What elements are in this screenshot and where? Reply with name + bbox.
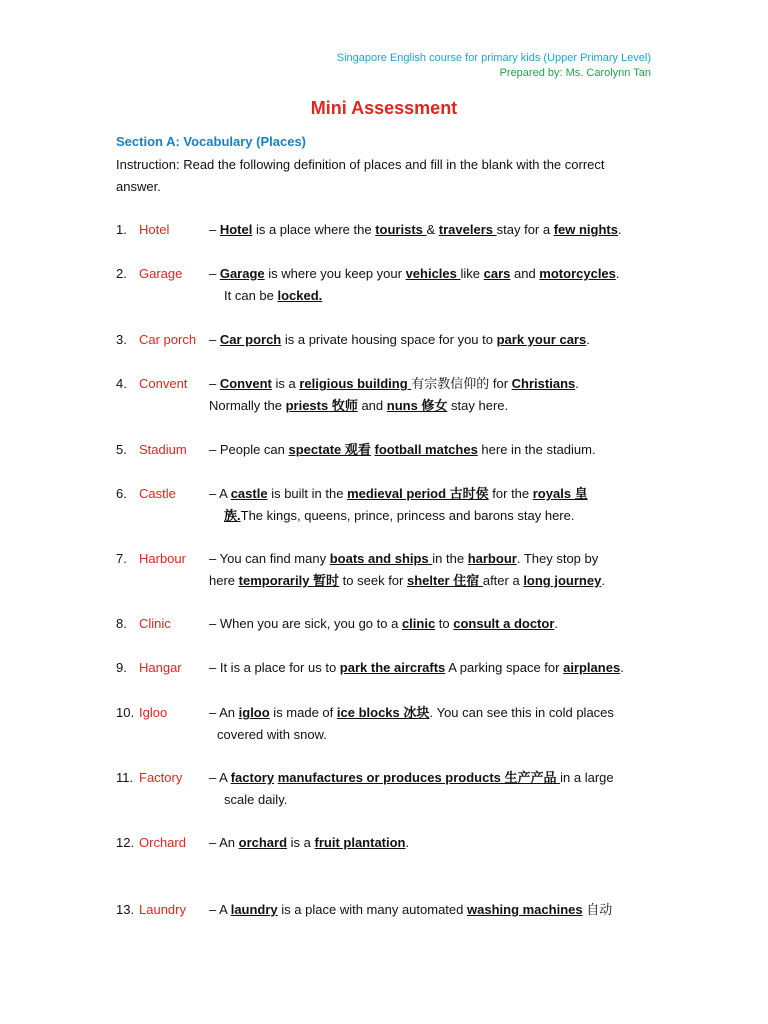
item-number: 5. (116, 442, 127, 457)
item-number: 6. (116, 486, 127, 501)
item-definition: – You can find many boats and ships in the harbour. They stop by here temporarily 暂时 to seek for shelter 住宿 after a long journey. (209, 551, 605, 588)
item-number: 10. (116, 705, 135, 720)
item-number: 11. (116, 770, 134, 785)
item-definition: – When you are sick, you go to a clinic to consult a doctor. (209, 616, 559, 631)
item-number: 7. (116, 551, 127, 566)
item-word: Igloo (139, 705, 168, 720)
item-definition: – Hotel is a place where the tourists & travelers stay for a few nights. (209, 222, 622, 237)
item-number: 8. (116, 616, 127, 631)
item-definition: – Car porch is a private housing space for you to park your cars. (209, 332, 590, 347)
item-number: 2. (116, 266, 127, 281)
item-word: Hotel (139, 222, 170, 237)
item-number: 3. (116, 332, 127, 347)
instruction-text: Instruction: Read the following definition of places and fill in the blank with the correct answer. (116, 157, 605, 194)
item-number: 4. (116, 376, 127, 391)
item-word: Harbour (139, 551, 186, 566)
item-word: Hangar (139, 660, 182, 675)
section-heading: Section A: Vocabulary (Places) (116, 134, 307, 149)
item-definition: – An igloo is made of ice blocks 冰块. You can see this in cold places covered with snow. (209, 705, 614, 742)
item-definition: – Convent is a religious building 有宗教信仰的 for Christians. Normally the priests 牧师 and nuns 修女 stay here. (209, 376, 579, 413)
item-word: Orchard (139, 835, 186, 850)
course-header: Singapore English course for primary kids (Upper Primary Level) (336, 52, 651, 64)
item-number: 12. (116, 835, 135, 850)
item-definition: – A castle is built in the medieval period 古时侯 for the royals 皇 族.The kings, queens, prince, princess and barons stay here. (209, 486, 588, 523)
item-word: Factory (139, 770, 183, 785)
item-word: Car porch (139, 332, 197, 347)
item-definition: – An orchard is a fruit plantation. (209, 835, 410, 850)
item-word: Stadium (139, 442, 187, 457)
item-number: 9. (116, 660, 127, 675)
item-word: Garage (139, 266, 183, 281)
item-definition: – People can spectate 观看 football matches here in the stadium. (209, 442, 596, 457)
item-definition: – A laundry is a place with many automated washing machines 自动 (209, 902, 613, 917)
item-number: 13. (116, 902, 135, 917)
item-definition: – Garage is where you keep your vehicles like cars and motorcycles. It can be locked. (209, 266, 620, 303)
item-word: Clinic (139, 616, 171, 631)
item-number: 1. (116, 222, 127, 237)
item-definition: – A factory manufactures or produces products 生产产品 in a large scale daily. (209, 770, 614, 807)
author-header: Prepared by: Ms. Carolynn Tan (499, 67, 651, 79)
item-word: Castle (139, 486, 176, 501)
item-word: Laundry (139, 902, 186, 917)
page-title: Mini Assessment (310, 98, 458, 118)
item-word: Convent (139, 376, 188, 391)
item-definition: – It is a place for us to park the aircrafts A parking space for airplanes. (209, 660, 624, 675)
